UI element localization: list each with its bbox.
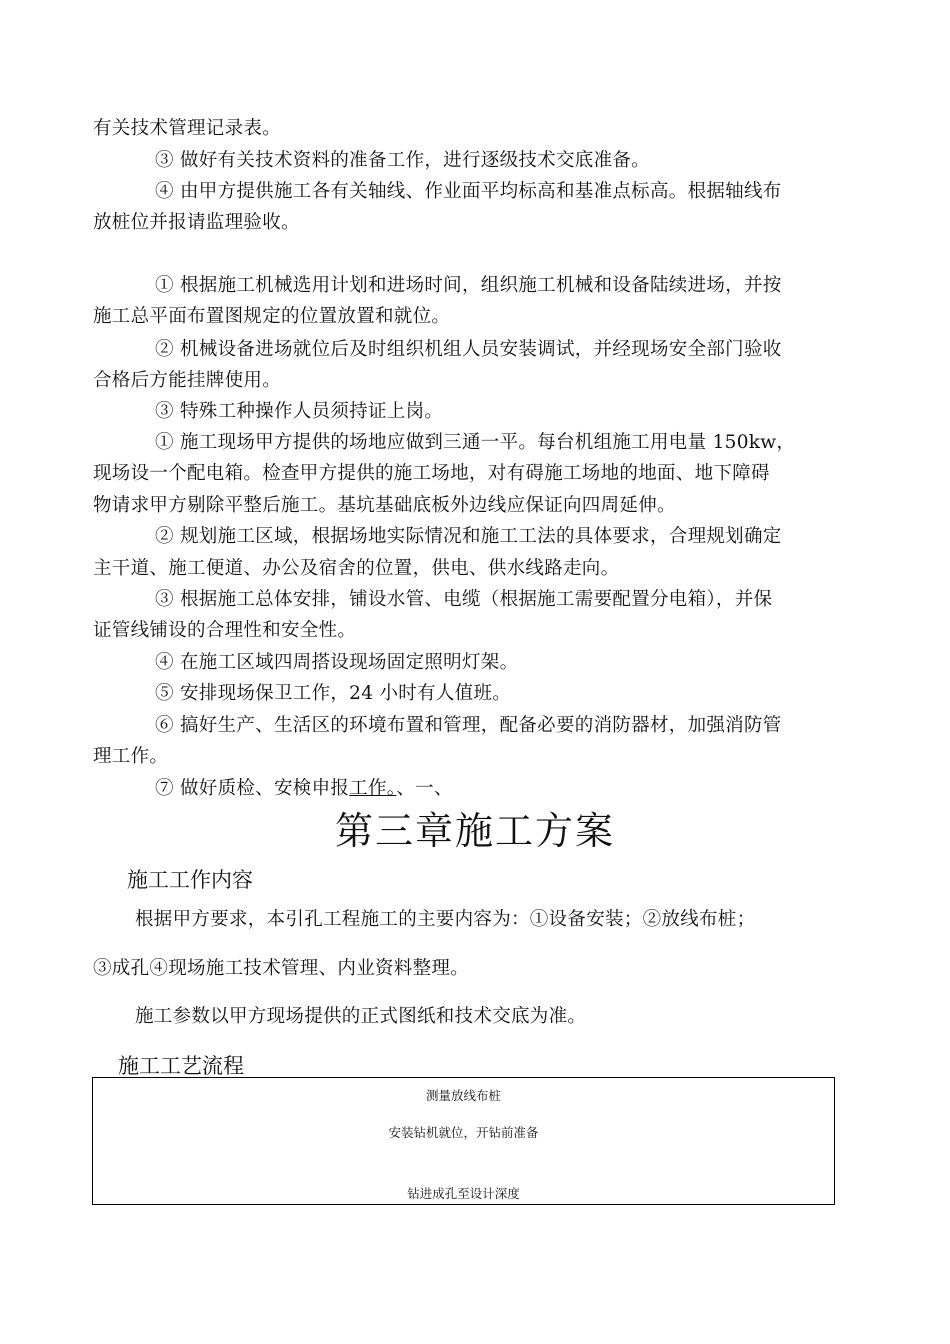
text-line: 合格后方能挂牌使用。 — [93, 370, 282, 391]
process-flow-box — [92, 1077, 835, 1205]
flow-step: 安装钻机就位，开钻前准备 — [388, 1125, 539, 1140]
text-line: ④ 在施工区域四周搭设现场固定照明灯架。 — [155, 652, 519, 673]
text-line: 物请求甲方剔除平整后施工。基坑基础底板外边线应保证向四周延伸。 — [93, 495, 676, 516]
text-line: ⑤ 安排现场保卫工作，24 小时有人值班。 — [155, 683, 512, 704]
text-segment: ⑦ 做好质检、安検申报 — [155, 778, 350, 799]
paragraph-line: ③成孔④现场施工技术管理、内业资料整理。 — [93, 958, 470, 979]
text-line: ② 机械设备进场就位后及时组织机组人员安装调试，并经现场安全部门验收 — [155, 339, 782, 360]
chapter-title: 第三章施工方案 — [334, 809, 615, 853]
text-line: 放桩位并报请监理验收。 — [93, 212, 300, 233]
text-line: ⑥ 搞好生产、生活区的环境布置和管理，配备必要的消防器材，加强消防管 — [155, 715, 782, 736]
paragraph-line: 根据甲方要求，本引孔工程施工的主要内容为：①设备安装；②放线布桩； — [135, 909, 756, 930]
text-line: ① 根据施工机械选用计划和进场时间，组织施工机械和设备陆续进场，并按 — [155, 275, 782, 296]
paragraph-line: 施工参数以甲方现场提供的正式图纸和技术交底为准。 — [135, 1006, 587, 1027]
underlined-text: 工作。 — [349, 778, 397, 799]
text-line: ③ 特殊工种操作人员须持证上岗。 — [155, 401, 444, 422]
text-line: ③ 根据施工总体安排，铺设水管、电缆（根据施工需要配置分电箱），并保 — [155, 589, 773, 610]
text-line: 理工作。 — [93, 746, 169, 767]
text-line: 现场设一个配电箱。检查甲方提供的施工场地，对有碍施工场地的地面、地下障碍 — [93, 463, 770, 484]
flow-step: 测量放线布桩 — [425, 1088, 501, 1103]
text-line: 施工总平面布置图规定的位置放置和就位。 — [93, 306, 451, 327]
text-line: ③ 做好有关技术资料的准备工作，进行逐级技术交底准备。 — [155, 150, 650, 171]
text-line: 有关技术管理记录表。 — [93, 118, 282, 139]
text-line: 证管线铺设的合理性和安全性。 — [93, 620, 357, 641]
text-line: ② 规划施工区域，根据场地实际情况和施工工法的具体要求，合理规划确定 — [155, 526, 782, 547]
text-line: 主干道、施工便道、办公及宿舍的位置，供电、供水线路走向。 — [93, 558, 620, 579]
section-heading: 施工工艺流程 — [118, 1054, 244, 1078]
flow-step: 钻进成孔至设计深度 — [407, 1186, 520, 1201]
text-line-last — [155, 778, 453, 800]
text-segment: 、一、 — [396, 778, 453, 799]
section-heading: 施工工作内容 — [127, 868, 253, 892]
text-line: ① 施工现场甲方提供的场地应做到三通一平。每台机组施工用电量 150kw， — [155, 432, 796, 453]
text-line: ④ 由甲方提供施工各有关轴线、作业面平均标高和基准点标高。根据轴线布 — [155, 181, 782, 202]
